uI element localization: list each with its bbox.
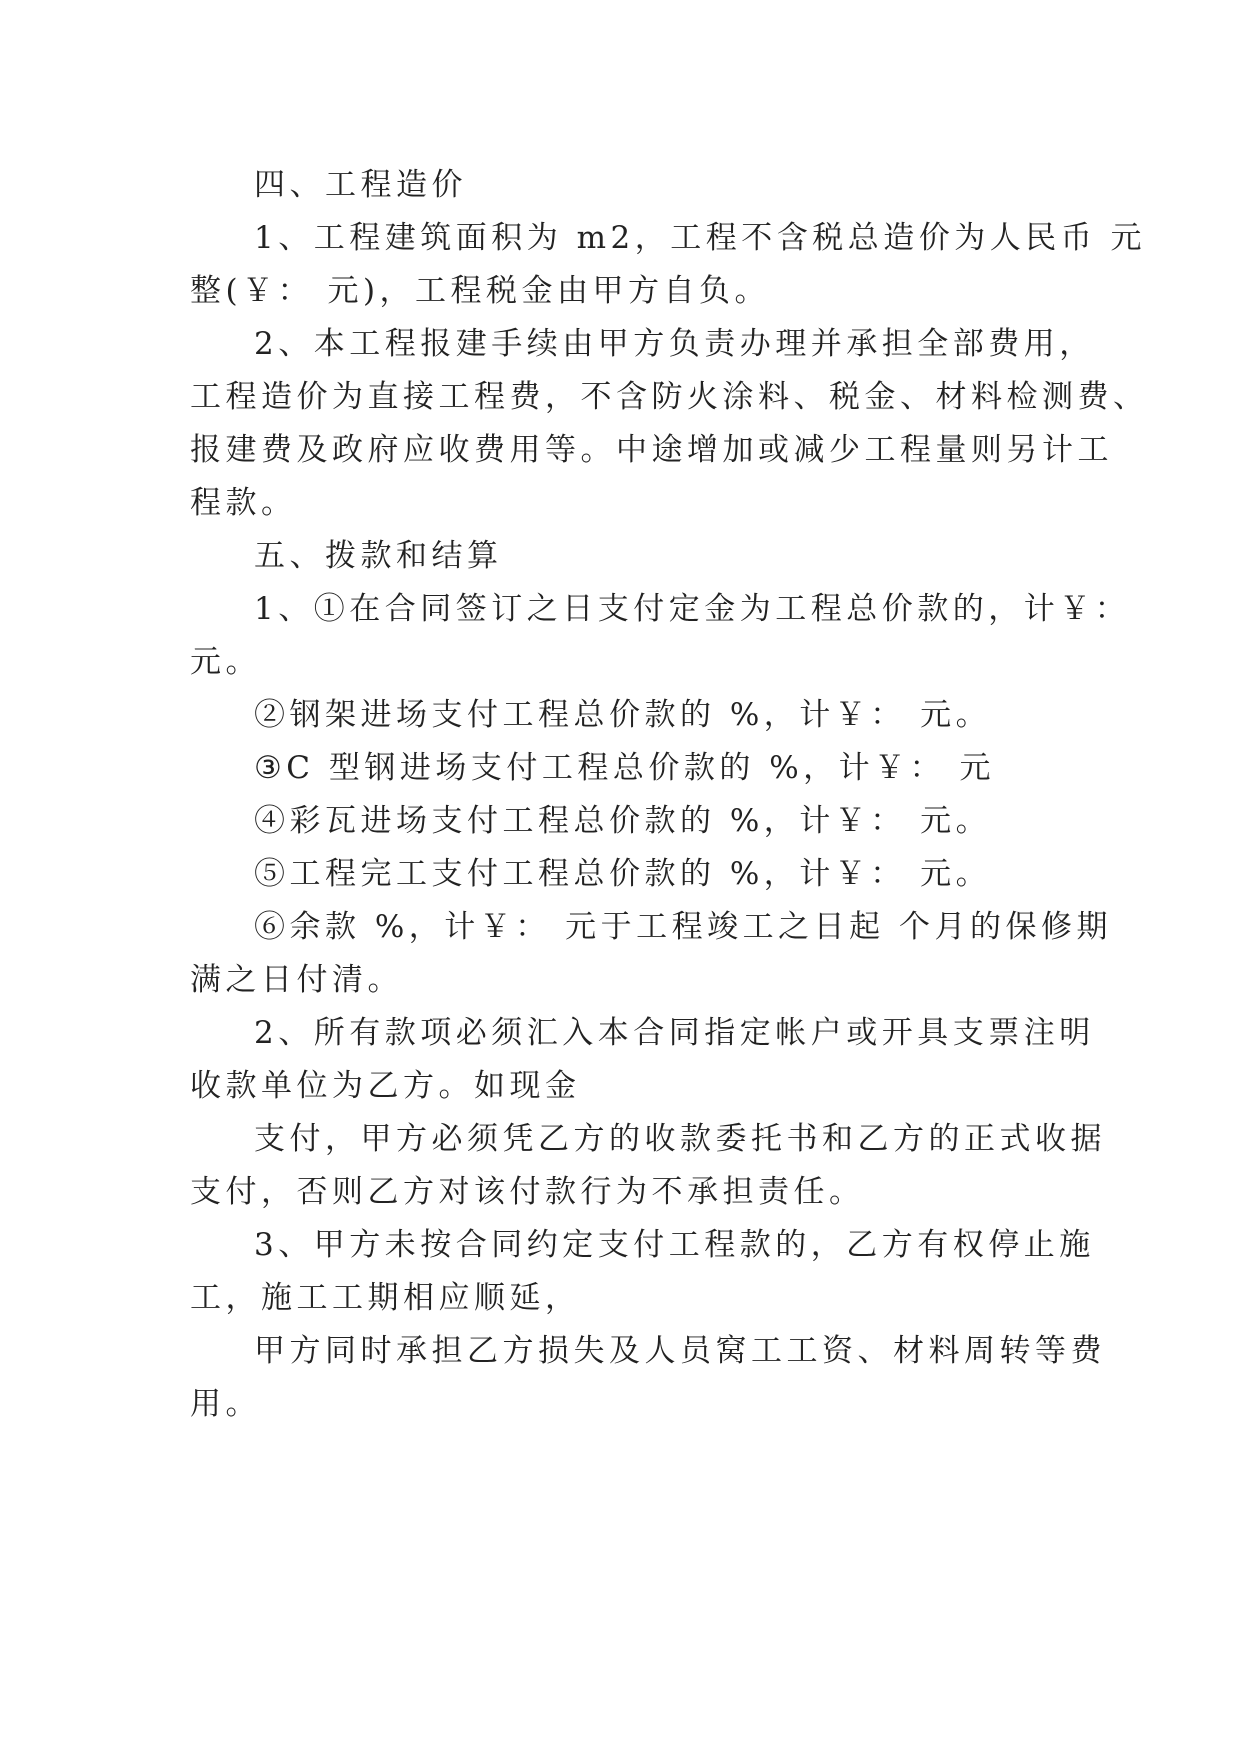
- paragraph-line: 整(￥： 元)，工程税金由甲方自负。: [190, 273, 771, 309]
- paragraph-line: 用。: [190, 1386, 261, 1422]
- paragraph-line: 1、工程建筑面积为 m2，工程不含税总造价为人民币 元: [254, 220, 1147, 256]
- paragraph-line: 报建费及政府应收费用等。中途增加或减少工程量则另计工: [190, 432, 1113, 468]
- paragraph-line: 收款单位为乙方。如现金: [190, 1068, 581, 1104]
- paragraph-line: 甲方同时承担乙方损失及人员窝工工资、材料周转等费: [254, 1333, 1106, 1369]
- payment-item-2: ②钢架进场支付工程总价款的 %，计￥： 元。: [254, 697, 992, 733]
- payment-item-6: ⑥余款 %，计￥： 元于工程竣工之日起 个月的保修期: [254, 909, 1113, 945]
- paragraph-line: 满之日付清。: [190, 962, 403, 998]
- paragraph-line: 工，施工工期相应顺延，: [190, 1280, 581, 1316]
- paragraph-line: 2、所有款项必须汇入本合同指定帐户或开具支票注明: [254, 1015, 1095, 1051]
- paragraph-line: 支付，否则乙方对该付款行为不承担责任。: [190, 1174, 865, 1210]
- paragraph-line: 元。: [190, 644, 261, 680]
- paragraph-line: 2、本工程报建手续由甲方负责办理并承担全部费用，: [254, 326, 1095, 362]
- paragraph-line: 3、甲方未按合同约定支付工程款的，乙方有权停止施: [254, 1227, 1095, 1263]
- section-heading-project-cost: 四、工程造价: [254, 167, 467, 203]
- paragraph-line: 工程造价为直接工程费，不含防火涂料、税金、材料检测费、: [190, 379, 1149, 415]
- paragraph-line: 程款。: [190, 485, 297, 521]
- payment-item-3: ③C 型钢进场支付工程总价款的 %，计￥： 元: [254, 750, 996, 786]
- paragraph-line: 支付，甲方必须凭乙方的收款委托书和乙方的正式收据: [254, 1121, 1106, 1157]
- section-heading-payment-settlement: 五、拨款和结算: [254, 538, 503, 574]
- payment-item-5: ⑤工程完工支付工程总价款的 %，计￥： 元。: [254, 856, 992, 892]
- paragraph-line: 1、①在合同签订之日支付定金为工程总价款的，计￥：: [254, 591, 1131, 627]
- payment-item-4: ④彩瓦进场支付工程总价款的 %，计￥： 元。: [254, 803, 992, 839]
